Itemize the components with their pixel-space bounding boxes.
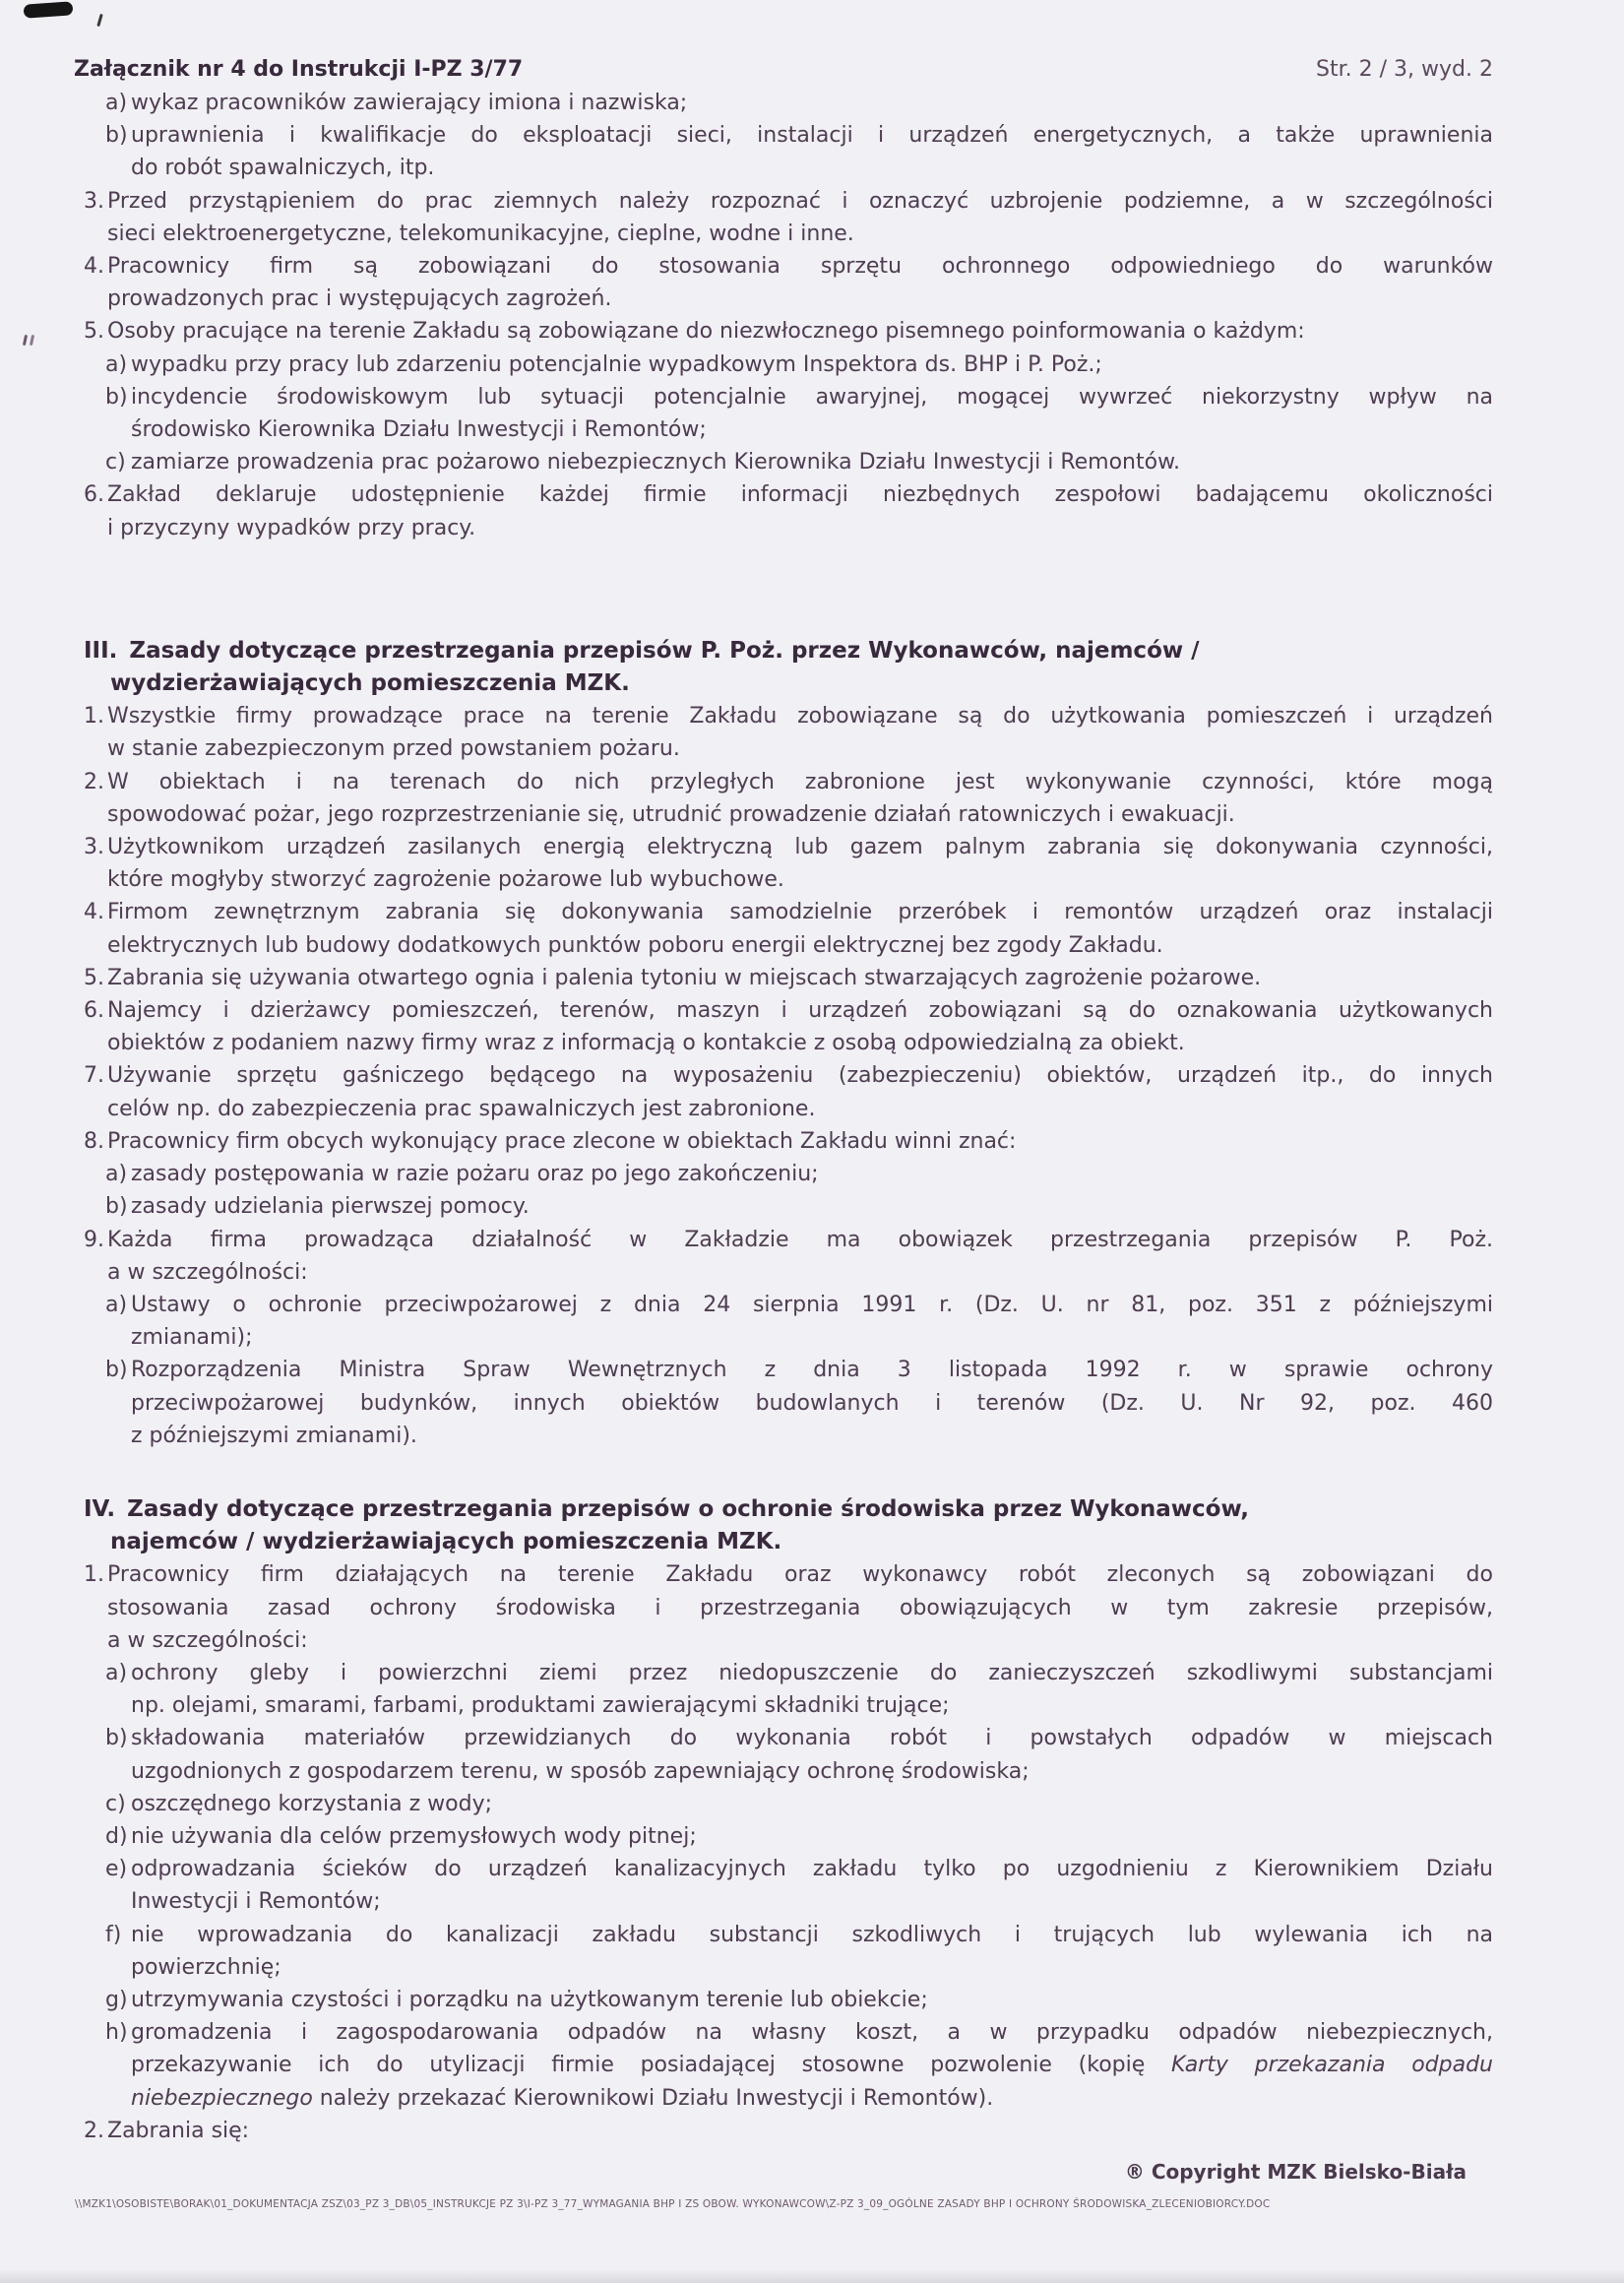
text-span: najemców / wydzierżawiających pomieszczenia MZK. (110, 1529, 782, 1555)
section-heading (74, 635, 1493, 700)
text-line (131, 1190, 1493, 1223)
text-span: wykaz pracowników zawierający imiona i nazwiska; (131, 91, 688, 115)
list-item (74, 185, 1493, 250)
text-line (107, 798, 1493, 831)
text-line (131, 413, 1493, 446)
list-item (74, 1788, 1493, 1820)
list-item-label: 6. (84, 998, 104, 1024)
text-line (131, 1984, 1493, 2016)
document-body (74, 87, 1493, 2147)
list-item (74, 766, 1493, 831)
text-span: celów np. do zabezpieczenia prac spawalniczych jest zabronione. (107, 1096, 816, 1121)
list-item-label: 5. (84, 319, 104, 345)
text-span: Wszystkie firmy prowadzące prace na terenie Zakładu zobowiązane są do użytkowania pomieszczeń i urządzeń (107, 704, 1493, 729)
list-item (74, 1853, 1493, 1918)
text-span: oszczędnego korzystania z wody; (131, 1791, 493, 1816)
text-span: Osoby pracujące na terenie Zakładu są zobowiązane do niezwłocznego pisemnego poinformowania o każdym: (107, 319, 1305, 345)
list-item-label: b) (105, 1726, 128, 1751)
text-line (107, 315, 1493, 348)
list-item-label: 1. (84, 1562, 104, 1588)
text-line (131, 152, 1493, 184)
text-line (107, 185, 1493, 218)
text-line (131, 1387, 1493, 1420)
list-item (74, 446, 1493, 478)
list-item-label: 4. (84, 254, 104, 280)
text-span: Inwestycji i Remontów; (131, 1889, 381, 1915)
text-line (131, 2049, 1493, 2081)
text-span: uzgodnionych z gospodarzem terenu, w sposób zapewniający ochronę środowiska; (131, 1758, 1030, 1784)
text-line (110, 667, 1493, 700)
list-item-label: h) (105, 2020, 128, 2046)
text-span: nie używania dla celów przemysłowych wody pitnej; (131, 1823, 697, 1849)
text-span: sieci elektroenergetyczne, telekomunikacyjne, cieplne, wodne i inne. (107, 221, 854, 246)
text-line (131, 381, 1493, 413)
list-item-label: b) (105, 384, 128, 410)
list-item-label: a) (105, 1660, 128, 1685)
scan-edge-shadow (0, 2269, 1624, 2283)
text-line (131, 1321, 1493, 1354)
text-span: wydzierżawiających pomieszczenia MZK. (110, 670, 630, 697)
list-item (74, 1657, 1493, 1722)
list-item-label: b) (105, 123, 128, 149)
list-item (74, 1558, 1493, 1657)
text-line (107, 1027, 1493, 1059)
scan-artifact (96, 14, 102, 27)
text-span: prowadzonych prac i występujących zagrożeń. (107, 286, 612, 312)
list-item-label: b) (105, 1194, 128, 1220)
section-heading (74, 1493, 1493, 1558)
text-span: Najemcy i dzierżawcy pomieszczeń, terenów, maszyn i urządzeń zobowiązani są do oznakowania użytkowanych (107, 998, 1493, 1024)
text-line (131, 1354, 1493, 1386)
text-line (107, 478, 1493, 511)
text-line (107, 732, 1493, 765)
text-span: incydencie środowiskowym lub sytuacji potencjalnie awaryjnej, mogącej wywrzeć niekorzystny wpływ na (131, 384, 1493, 410)
text-span: elektrycznych lub budowy dodatkowych punktów poboru energii elektrycznej bez zgody Zakładu. (107, 932, 1163, 958)
list-item-label: f) (105, 1922, 122, 1947)
list-item-label: 7. (84, 1063, 104, 1089)
text-span: spowodować pożar, jego rozprzestrzenianie się, utrudnić prowadzenie działań ratowniczych i ewakuacji. (107, 801, 1235, 827)
text-span: Pracownicy firm działających na terenie Zakładu oraz wykonawcy robót zleconych są zobowiązani do (107, 1562, 1493, 1588)
list-item-label: b) (105, 1358, 128, 1383)
list-item-label: g) (105, 1987, 128, 2012)
scan-artifact (24, 1, 74, 18)
text-span: Zabrania się: (107, 2118, 250, 2143)
list-item (74, 381, 1493, 446)
footer-copyright: ® Copyright MZK Bielsko-Biała (1124, 2160, 1467, 2184)
text-span: należy przekazać Kierownikowi Działu Inwestycji i Remontów). (312, 2085, 994, 2111)
text-line (131, 1722, 1493, 1754)
text-span: a w szczególności: (107, 1259, 308, 1285)
text-line (131, 1289, 1493, 1321)
scan-artifact (30, 335, 34, 346)
list-item-label: 6. (84, 482, 104, 508)
list-item-label: 1. (84, 704, 104, 729)
scan-artifact (23, 335, 28, 346)
text-line (131, 1919, 1493, 1951)
text-span: ochrony gleby i powierzchni ziemi przez niedopuszczenie do zanieczyszczeń szkodliwymi substancjami (131, 1660, 1493, 1685)
list-item (74, 1224, 1493, 1289)
text-line (131, 1689, 1493, 1722)
list-item-label: 4. (84, 900, 104, 925)
text-line (84, 1493, 1493, 1526)
list-item (74, 1125, 1493, 1158)
text-line (107, 1125, 1493, 1158)
list-item (74, 962, 1493, 994)
italic-text-span: niebezpiecznego (131, 2085, 313, 2111)
text-span: Zabrania się używania otwartego ognia i palenia tytoniu w miejscach stwarzających zagrożenie pożarowe. (107, 965, 1262, 990)
list-item (74, 1289, 1493, 1354)
text-line (131, 2016, 1493, 2049)
list-item (74, 1722, 1493, 1787)
text-span: z późniejszymi zmianami). (131, 1423, 417, 1448)
text-line (107, 218, 1493, 250)
text-line (107, 283, 1493, 315)
text-span: w stanie zabezpieczonym przed powstaniem pożaru. (107, 736, 680, 762)
list-item (74, 1190, 1493, 1223)
text-line (107, 831, 1493, 863)
text-line (107, 1256, 1493, 1289)
list-item-label: 2. (84, 769, 104, 794)
list-item-label: a) (105, 1292, 128, 1317)
page-number: Str. 2 / 3, wyd. 2 (1316, 57, 1493, 82)
list-item (74, 2016, 1493, 2115)
list-item (74, 315, 1493, 348)
list-item-label: 3. (84, 835, 104, 860)
list-item-label: 3. (84, 188, 104, 214)
list-item-label: c) (105, 450, 126, 476)
text-span: Zasady dotyczące przestrzegania przepisów P. Poż. przez Wykonawców, najemców / (129, 637, 1200, 664)
list-item (74, 2115, 1493, 2147)
text-line (107, 1558, 1493, 1591)
text-line (107, 863, 1493, 896)
list-item-label: a) (105, 91, 128, 115)
list-item (74, 994, 1493, 1059)
text-line (107, 766, 1493, 798)
list-item (74, 700, 1493, 765)
text-span: Każda firma prowadząca działalność w Zakładzie ma obowiązek przestrzegania przepisów P. Poż. (107, 1227, 1493, 1252)
text-line (131, 1420, 1493, 1452)
text-span: np. olejami, smarami, farbami, produktami zawierającymi składniki trujące; (131, 1693, 950, 1719)
text-line (84, 635, 1493, 667)
list-item (74, 478, 1493, 543)
text-line (110, 1526, 1493, 1558)
text-line (107, 1224, 1493, 1256)
text-span: które mogłyby stworzyć zagrożenie pożarowe lub wybuchowe. (107, 867, 784, 893)
list-item (74, 831, 1493, 896)
text-span: Pracownicy firm są zobowiązani do stosowania sprzętu ochronnego odpowiedniego do warunków (107, 254, 1493, 280)
text-line (107, 2115, 1493, 2147)
list-item-label: e) (105, 1857, 128, 1882)
text-line (131, 1820, 1493, 1853)
text-line (131, 446, 1493, 478)
text-span: Rozporządzenia Ministra Spraw Wewnętrznych z dnia 3 listopada 1992 r. w sprawie ochrony (131, 1358, 1493, 1383)
text-line (131, 1885, 1493, 1918)
list-item (74, 119, 1493, 184)
list-item (74, 1059, 1493, 1124)
text-span: Zasady dotyczące przestrzegania przepisów o ochronie środowiska przez Wykonawców, (127, 1495, 1249, 1522)
list-item-label: c) (105, 1791, 126, 1816)
list-item (74, 1158, 1493, 1190)
footer-file-path: \\MZK1\OSOBISTE\BORAK\01_DOKUMENTACJA ZSZ\03_PZ 3_DB\05_INSTRUKCJE PZ 3\I-PZ 3_77_WYMAGANIA BHP I ZS OBOW. WYKONAWCOW\Z-PZ 3_09_OGÓLNE ZASADY BHP I OCHRONY ŚRODOWISKA_ZLECENIOBIORCY.DOC (75, 2198, 1271, 2210)
document-header-title: Załącznik nr 4 do Instrukcji I-PZ 3/77 (74, 57, 524, 82)
text-span: nie wprowadzania do kanalizacji zakładu substancji szkodliwych i trujących lub wylewania ich na (131, 1922, 1493, 1947)
text-span: zmianami); (131, 1325, 253, 1351)
text-span: składowania materiałów przewidzianych do wykonania robót i powstałych odpadów w miejscach (131, 1726, 1493, 1751)
list-item-label: 8. (84, 1128, 104, 1154)
text-span: zamiarze prowadzenia prac pożarowo niebezpiecznych Kierownika Działu Inwestycji i Remontów. (131, 450, 1181, 476)
text-span: Ustawy o ochronie przeciwpożarowej z dnia 24 sierpnia 1991 r. (Dz. U. nr 81, poz. 351 z późniejszymi (131, 1292, 1493, 1317)
text-span: W obiektach i na terenach do nich przyległych zabronione jest wykonywanie czynności, które mogą (107, 769, 1493, 794)
text-line (107, 962, 1493, 994)
text-line (107, 896, 1493, 928)
text-line (131, 1657, 1493, 1689)
list-item (74, 349, 1493, 381)
text-span: Używanie sprzętu gaśniczego będącego na wyposażeniu (zabezpieczeniu) obiektów, urządzeń itp., do innych (107, 1063, 1493, 1089)
text-span: a w szczególności: (107, 1627, 308, 1653)
list-item (74, 1820, 1493, 1853)
text-line (131, 1788, 1493, 1820)
text-span: powierzchnię; (131, 1954, 281, 1980)
text-span: zasady udzielania pierwszej pomocy. (131, 1194, 530, 1220)
text-line (107, 250, 1493, 283)
text-span: Przed przystąpieniem do prac ziemnych należy rozpoznać i oznaczyć uzbrojenie podziemne, a w szczególności (107, 188, 1493, 214)
text-span: Firmom zewnętrznym zabrania się dokonywania samodzielnie przeróbek i remontów urządzeń oraz instalacji (107, 900, 1493, 925)
text-span: do robót spawalniczych, itp. (131, 156, 435, 181)
text-line (131, 1951, 1493, 1984)
text-line (131, 119, 1493, 152)
list-item (74, 896, 1493, 961)
section-heading-label: IV. (84, 1495, 116, 1522)
list-item (74, 87, 1493, 119)
list-item-label: 2. (84, 2118, 104, 2143)
list-item-label: d) (105, 1823, 128, 1849)
text-line (107, 1592, 1493, 1624)
text-line (131, 1158, 1493, 1190)
list-item (74, 1984, 1493, 2016)
text-span: uprawnienia i kwalifikacje do eksploatacji sieci, instalacji i urządzeń energetycznych, a także uprawnienia (131, 123, 1493, 149)
italic-text-span: Karty przekazania odpadu (1171, 2053, 1494, 2078)
text-span: zasady postępowania w razie pożaru oraz po jego zakończeniu; (131, 1162, 819, 1187)
text-line (107, 929, 1493, 962)
list-item-label: a) (105, 1162, 128, 1187)
text-span: przekazywanie ich do utylizacji firmie posiadającej stosowne pozwolenie (kopię (131, 2053, 1172, 2078)
list-item (74, 1354, 1493, 1452)
text-span: gromadzenia i zagospodarowania odpadów na własny koszt, a w przypadku odpadów niebezpiecznych, (131, 2020, 1493, 2046)
text-line (107, 1093, 1493, 1125)
text-span: stosowania zasad ochrony środowiska i przestrzegania obowiązujących w tym zakresie przepisów, (107, 1595, 1493, 1620)
text-span: przeciwpożarowej budynków, innych obiektów budowlanych i terenów (Dz. U. Nr 92, poz. 460 (131, 1390, 1493, 1416)
text-span: Użytkownikom urządzeń zasilanych energią elektryczną lub gazem palnym zabrania się dokonywania czynności, (107, 835, 1493, 860)
text-span: środowisko Kierownika Działu Inwestycji i Remontów; (131, 417, 707, 443)
list-item-label: 5. (84, 965, 104, 990)
section-heading-label: III. (84, 637, 118, 664)
text-line (131, 1755, 1493, 1788)
list-item-label: 9. (84, 1227, 104, 1252)
list-item (74, 1919, 1493, 1984)
text-span: Pracownicy firm obcych wykonujący prace zlecone w obiektach Zakładu winni znać: (107, 1128, 1017, 1154)
text-span: i przyczyny wypadków przy pracy. (107, 515, 476, 540)
text-line (131, 349, 1493, 381)
text-line (107, 994, 1493, 1027)
text-span: wypadku przy pracy lub zdarzeniu potencjalnie wypadkowym Inspektora ds. BHP i P. Poż.; (131, 351, 1102, 377)
text-line (131, 2082, 1493, 2115)
text-span: Zakład deklaruje udostępnienie każdej firmie informacji niezbędnych zespołowi badającemu okoliczności (107, 482, 1493, 508)
text-line (107, 1624, 1493, 1657)
list-item (74, 250, 1493, 315)
text-line (131, 1853, 1493, 1885)
text-line (107, 1059, 1493, 1092)
list-item-label: a) (105, 351, 128, 377)
text-line (131, 87, 1493, 119)
text-line (107, 700, 1493, 732)
text-line (107, 512, 1493, 544)
text-span: odprowadzania ścieków do urządzeń kanalizacyjnych zakładu tylko po uzgodnieniu z Kierownikiem Działu (131, 1857, 1493, 1882)
text-span: utrzymywania czystości i porządku na użytkowanym terenie lub obiekcie; (131, 1987, 928, 2012)
text-span: obiektów z podaniem nazwy firmy wraz z informacją o kontakcie z osobą odpowiedzialną za obiekt. (107, 1031, 1185, 1056)
